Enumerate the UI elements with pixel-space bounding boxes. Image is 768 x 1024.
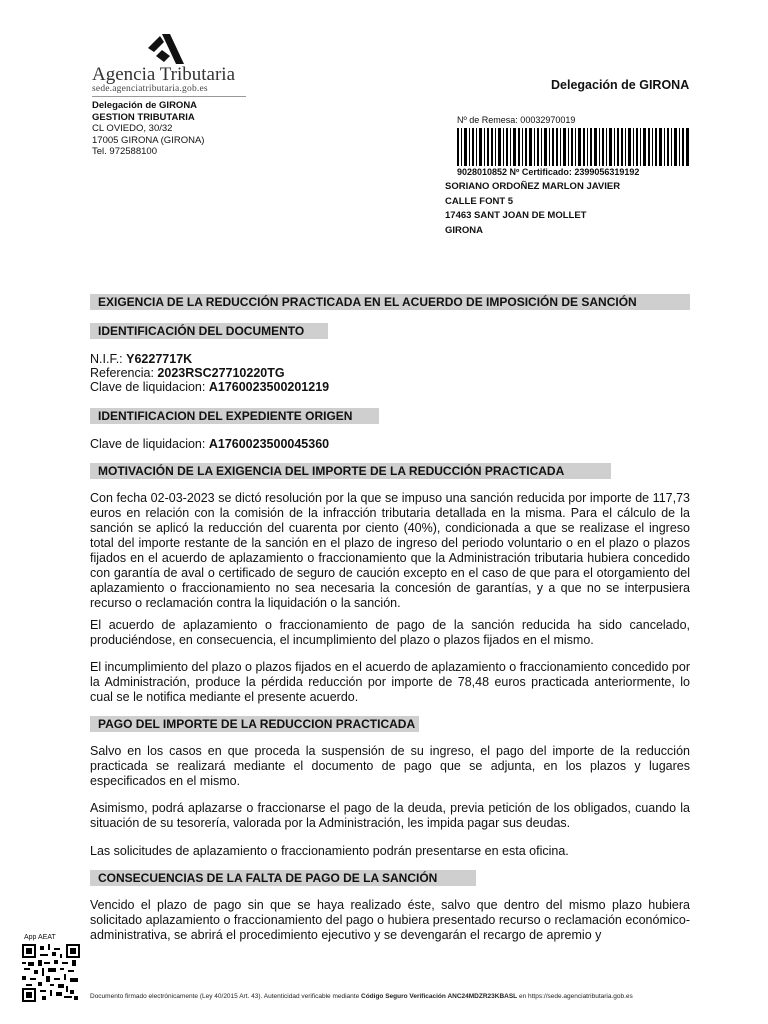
motivation-paragraph-2: El acuerdo de aplazamiento o fraccionamiento de pago de la sanción reducida ha sido cancelado, produciéndose, en consecuencia, el incumplimiento del plazo o plazos fijados en el mismo.	[90, 618, 690, 647]
recipient-name: SORIANO ORDOÑEZ MARLON JAVIER	[445, 181, 621, 192]
consequences-heading: CONSECUENCIAS DE LA FALTA DE PAGO DE LA SANCIÓN	[90, 870, 476, 886]
clave-line	[90, 380, 329, 394]
footer-text-b: en https://sede.agenciatributaria.gob.es	[518, 993, 633, 1000]
consequences-paragraph-1: Vencido el plazo de pago sin que se haya realizado éste, salvo que dentro del mismo plazo hubiera solicitado aplazamiento o fraccionamiento del pago o hubiera presentado recurso o reclamación económico-administrativa, se abrirá el procedimiento ejecutivo y se devengarán el recargo de apremio y	[90, 898, 690, 942]
certificate-number: 9028010852 Nº Certificado: 2399056319192	[457, 167, 640, 177]
origin-heading: IDENTIFICACION DEL EXPEDIENTE ORIGEN	[90, 408, 379, 424]
payment-paragraph-3: Las solicitudes de aplazamiento o fraccionamiento podrán presentarse en esta oficina.	[90, 844, 569, 858]
nif-label: N.I.F.:	[90, 352, 123, 366]
payment-paragraph-1: Salvo en los casos en que proceda la suspensión de su ingreso, el pago del importe de la reducción practicada se realizará mediante el documento de pago que se adjunta, en los plazos y lugares especificados en el mismo.	[90, 744, 690, 788]
recipient-city: 17463 SANT JOAN DE MOLLET	[445, 210, 587, 221]
origin-clave-label: Clave de liquidacion:	[90, 437, 206, 451]
footer-signature-note	[90, 993, 633, 1000]
doc-id-heading: IDENTIFICACIÓN DEL DOCUMENTO	[90, 323, 328, 339]
main-title-bar: EXIGENCIA DE LA REDUCCIÓN PRACTICADA EN EL ACUERDO DE IMPOSICIÓN DE SANCIÓN	[90, 294, 690, 310]
reference-value: 2023RSC27710220TG	[157, 366, 285, 380]
reference-line	[90, 366, 285, 380]
logo-url: sede.agenciatributaria.gob.es	[92, 84, 208, 94]
delegation-title: Delegación de GIRONA	[551, 78, 690, 92]
motivation-heading: MOTIVACIÓN DE LA EXIGENCIA DEL IMPORTE DE LA REDUCCIÓN PRACTICADA	[90, 463, 611, 479]
payment-paragraph-2: Asimismo, podrá aplazarse o fraccionarse el pago de la deuda, previa petición de los obligados, cuando la situación de su tesorería, valorada por la Administración, les impida pagar sus deudas.	[90, 801, 690, 830]
payment-heading: PAGO DEL IMPORTE DE LA REDUCCION PRACTICADA	[90, 716, 419, 732]
nif-line	[90, 352, 192, 366]
office-phone: Tel. 972588100	[92, 146, 157, 157]
footer-text-a: Documento firmado electrónicamente (Ley 40/2015 Art. 43). Autenticidad verificable mediante	[90, 993, 360, 1000]
recipient-province: GIRONA	[445, 224, 483, 236]
logo-title: Agencia Tributaria	[92, 64, 236, 85]
office-address	[92, 100, 204, 158]
motivation-paragraph-3: El incumplimiento del plazo o plazos fijados en el acuerdo de aplazamiento o fraccionamiento concedido por la Administración, produce la pérdida reducción por importe de 78,48 euros practicada anteriormente, lo cual se le notifica mediante el presente acuerdo.	[90, 660, 690, 704]
recipient-address	[445, 180, 620, 238]
reference-label: Referencia:	[90, 366, 154, 380]
agency-logo-icon	[140, 32, 190, 66]
clave-value: A1760023500201219	[208, 380, 330, 394]
office-department: GESTION TRIBUTARIA	[92, 111, 195, 123]
app-aeat-label: App AEAT	[24, 934, 56, 941]
office-name: Delegación de GIRONA	[92, 100, 198, 111]
origin-clave-line	[90, 437, 329, 451]
footer-csv: Código Seguro Verificación ANC24MDZR23KBASL	[361, 993, 518, 1000]
office-city: 17005 GIRONA (GIRONA)	[92, 134, 205, 146]
remesa-number: Nº de Remesa: 00032970019	[457, 115, 576, 125]
logo-underline	[92, 96, 246, 97]
qr-code-icon	[22, 944, 80, 1002]
motivation-paragraph-1: Con fecha 02-03-2023 se dictó resolución por la que se impuso una sanción reducida por importe de 117,73 euros en relación con la comisión de la infracción tributaria detallada en la misma. Para el cálculo de la sanción se aplicó la reducción del cuarenta por ciento (40%), condicionada a que se realizase el ingreso total del importe restante de la sanción en el plazo de ingreso del periodo voluntario o en el plazo o plazos fijados en el acuerdo de aplazamiento o fraccionamiento que la Administración tributaria hubiera concedido con garantía de aval o certificado de seguro de caución excepto en el caso de que para el otorgamiento del aplazamiento o fraccionamiento no sea necesaria la concesión de garantías, y a que no se interpusiera recurso o reclamación contra la liquidación o la sanción.	[90, 491, 690, 610]
nif-value: Y6227717K	[126, 352, 193, 366]
barcode-icon	[457, 128, 689, 166]
office-street: CL OVIEDO, 30/32	[92, 123, 173, 134]
clave-label: Clave de liquidacion:	[90, 380, 206, 394]
recipient-street: CALLE FONT 5	[445, 195, 514, 207]
origin-clave-value: A1760023500045360	[208, 437, 330, 451]
